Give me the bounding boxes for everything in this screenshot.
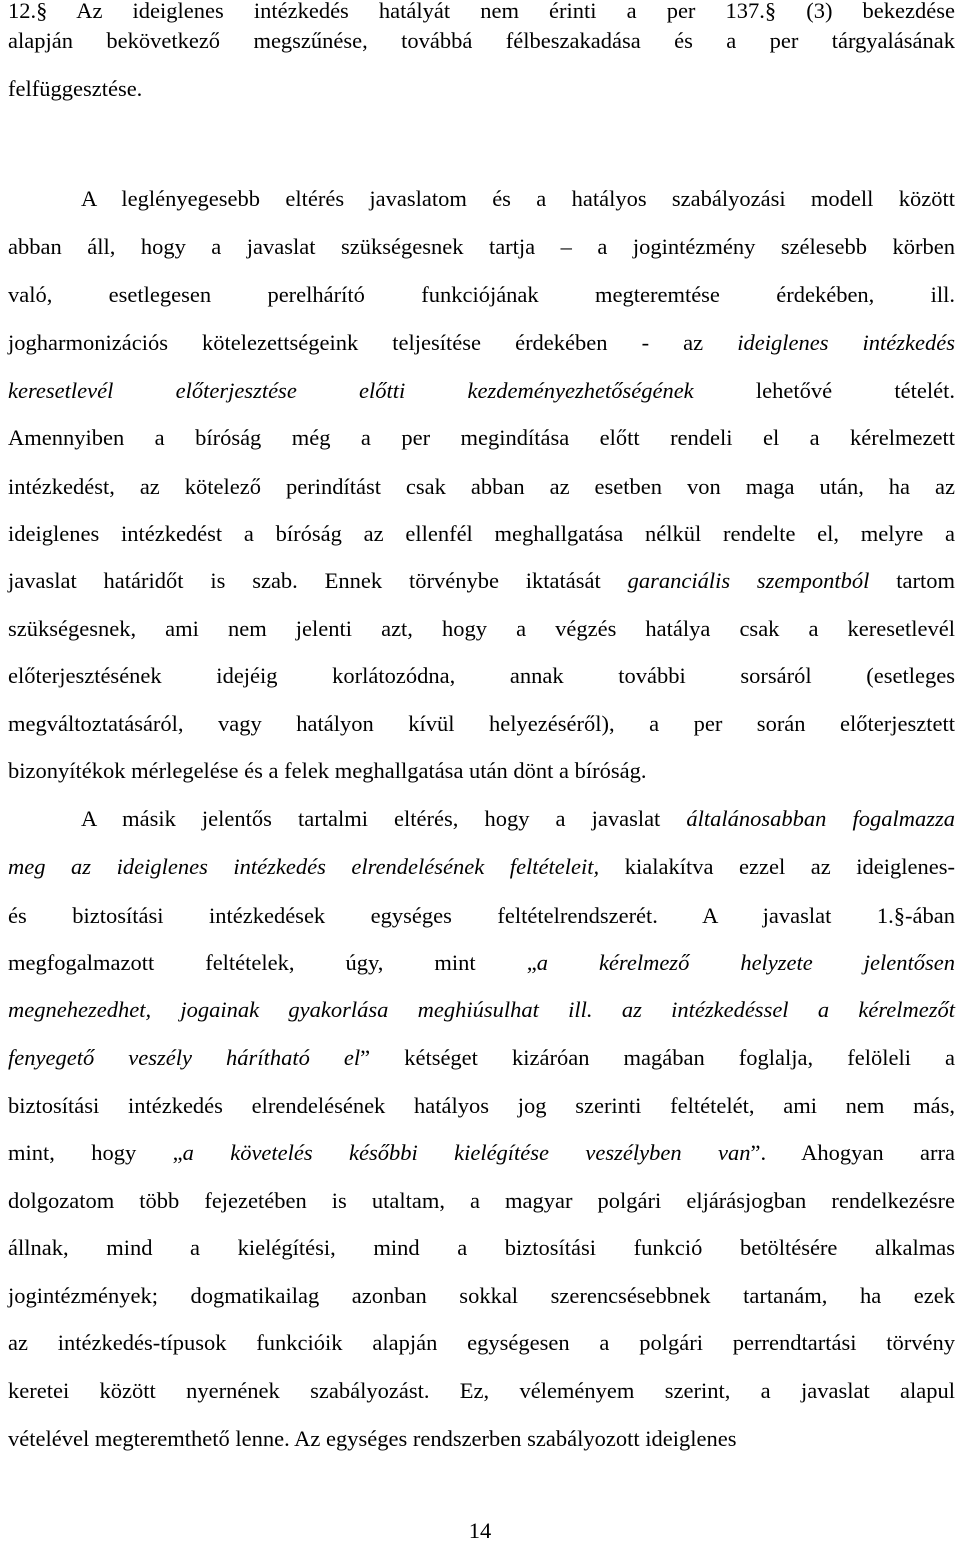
text-run: jogharmonizációs kötelezettségeink teljesítése érdekében - az — [8, 330, 738, 355]
text-line — [8, 472, 955, 502]
text-line — [8, 280, 955, 310]
text-line — [8, 184, 955, 214]
text-line — [8, 1186, 955, 1216]
text-run: az intézkedés-típusok funkcióik alapján egységesen a polgári perrendtartási törvény — [8, 1330, 955, 1355]
text-run: bizonyítékok mérlegelése és a felek meghallgatása után dönt a bíróság. — [8, 758, 647, 783]
text-line — [8, 328, 955, 358]
text-line — [8, 376, 955, 406]
italic-text: ideiglenes intézkedés — [737, 330, 955, 355]
page-number: 14 — [468, 1518, 492, 1543]
text-run: állnak, mind a kielégítési, mind a biztosítási funkció betöltésére alkalmas — [8, 1235, 955, 1260]
text-run: javaslat határidőt is szab. Ennek törvénybe iktatását — [8, 568, 628, 593]
text-line — [8, 0, 955, 26]
italic-text: fenyegető veszély hárítható el — [8, 1045, 361, 1070]
text-run: A leglényegesebb eltérés javaslatom és a hatályos szabályozási modell között — [81, 186, 955, 211]
text-run: megváltoztatásáról, vagy hatályon kívül helyezéséről), a per során előterjesztett — [8, 711, 955, 736]
text-run: ideiglenes intézkedést a bíróság az ellenfél meghallgatása nélkül rendelte el, melyre a — [8, 521, 955, 546]
text-line — [8, 756, 955, 786]
text-line — [8, 519, 955, 549]
text-run: mint, hogy „ — [8, 1140, 183, 1165]
text-line — [8, 1138, 955, 1168]
text-line — [8, 661, 955, 691]
italic-text: megnehezedhet, jogainak gyakorlása meghiúsulhat ill. az intézkedéssel a kérelmezőt — [8, 997, 955, 1022]
text-run: jogintézmények; dogmatikailag azonban sokkal szerencsésebbnek tartanám, ha ezek — [8, 1283, 955, 1308]
text-run: lehetővé tételét. — [693, 378, 955, 403]
italic-text: a követelés későbbi kielégítése veszélyben van — [182, 1140, 751, 1165]
text-line — [8, 901, 955, 931]
text-run: tartom — [869, 568, 955, 593]
text-run: való, esetlegesen perelhárító funkciójának megteremtése érdekében, ill. — [8, 282, 955, 307]
text-line — [8, 948, 955, 978]
italic-text: meg az ideiglenes intézkedés elrendelésének feltételeit, — [8, 854, 600, 879]
text-run: és biztosítási intézkedések egységes feltételrendszerét. A javaslat 1.§-ában — [8, 903, 955, 928]
italic-text: keresetlevél előterjesztése előtti kezdeményezhetőségének — [8, 378, 694, 403]
text-run: dolgozatom több fejezetében is utaltam, a magyar polgári eljárásjogban rendelkezésre — [8, 1188, 955, 1213]
text-run: A másik jelentős tartalmi eltérés, hogy a javaslat — [81, 806, 687, 831]
text-run: ”. Ahogyan arra — [750, 1140, 955, 1165]
text-line — [8, 26, 955, 56]
text-line — [8, 1043, 955, 1073]
text-run: ” kétséget kizáróan magában foglalja, felöleli a — [360, 1045, 956, 1070]
text-run: kialakítva ezzel az ideiglenes- — [599, 854, 955, 879]
text-line — [8, 1281, 955, 1311]
italic-text: garanciális szempontból — [627, 568, 870, 593]
text-run: szükségesnek, ami nem jelenti azt, hogy a végzés hatálya csak a keresetlevél — [8, 616, 955, 641]
text-line — [8, 1424, 955, 1454]
text-line — [8, 566, 955, 596]
text-line — [8, 1376, 955, 1406]
text-run: 12.§ Az ideiglenes intézkedés hatályát nem érinti a per 137.§ (3) bekezdése — [8, 0, 955, 23]
text-line — [8, 1328, 955, 1358]
text-run: biztosítási intézkedés elrendelésének hatályos jog szerinti feltételét, ami nem más, — [8, 1093, 955, 1118]
text-run: megfogalmazott feltételek, úgy, mint „ — [8, 950, 537, 975]
text-line — [8, 74, 955, 104]
text-run: alapján bekövetkező megszűnése, továbbá félbeszakadása és a per tárgyalásának — [8, 28, 955, 53]
text-run: felfüggesztése. — [8, 76, 143, 101]
text-run: vételével megteremthető lenne. Az egységes rendszerben szabályozott ideiglenes — [8, 1426, 737, 1451]
text-run: Amennyiben a bíróság még a per megindítása előtt rendeli el a kérelmezett — [8, 425, 955, 450]
text-line — [8, 1233, 955, 1263]
text-line — [8, 423, 955, 453]
text-line — [8, 709, 955, 739]
text-run: előterjesztésének idejéig korlátozódna, annak további sorsáról (esetleges — [8, 663, 955, 688]
italic-text: a kérelmező helyzete jelentősen — [536, 950, 955, 975]
text-line — [8, 614, 955, 644]
italic-text: általánosabban fogalmazza — [686, 806, 955, 831]
text-run: keretei között nyernének szabályozást. Ez, véleményem szerint, a javaslat alapul — [8, 1378, 955, 1403]
text-line — [8, 1091, 955, 1121]
text-line — [8, 232, 955, 262]
text-line — [8, 804, 955, 834]
text-run: abban áll, hogy a javaslat szükségesnek tartja – a jogintézmény szélesebb körben — [8, 234, 955, 259]
text-run: intézkedést, az kötelező perindítást csak abban az esetben von maga után, ha az — [8, 474, 955, 499]
text-line — [8, 995, 955, 1025]
text-line — [8, 852, 955, 882]
